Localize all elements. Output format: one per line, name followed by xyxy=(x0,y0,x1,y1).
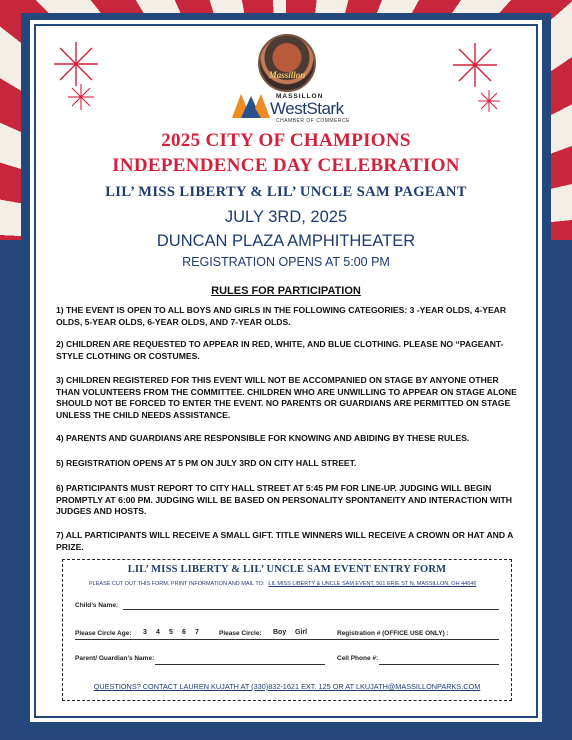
pageant-name: LIL’ MISS LIBERTY & LIL’ UNCLE SAM PAGEANT xyxy=(105,184,467,200)
child-name-field[interactable] xyxy=(123,609,499,610)
firework-icon xyxy=(476,88,502,114)
age-option[interactable]: 7 xyxy=(195,629,199,636)
title-line-1: 2025 CITY OF CHAMPIONS xyxy=(161,130,411,151)
event-date: JULY 3RD, 2025 xyxy=(224,208,348,226)
rule-item: 6) PARTICIPANTS MUST REPORT TO CITY HALL STREET AT 5:45 PM FOR LINE-UP. JUDGING WILL BEGIN PROMPTLY AT 6:00 PM. JUDGING WILL BE BASED ON PERSONALITY SPONTANEITY AND INTERACTION WITH JUDGES AND HOSTS. xyxy=(56,483,512,517)
sponsor-subtitle: CHAMBER OF COMMERCE xyxy=(276,118,350,124)
event-venue: DUNCAN PLAZA AMPHITHEATER xyxy=(156,232,416,250)
age-option[interactable]: 3 xyxy=(143,629,147,636)
contact-questions-link[interactable]: QUESTIONS? CONTACT LAUREN KUJATH AT (330)832-1621 EXT. 125 OR AT LKUJATH@MASSILLONPARKS.COM xyxy=(93,682,481,691)
registration-time: REGISTRATION OPENS AT 5:00 PM xyxy=(182,255,390,269)
flyer-content xyxy=(36,26,536,716)
firework-icon xyxy=(450,40,500,90)
entry-form xyxy=(62,559,512,701)
gender-option-girl[interactable]: Girl xyxy=(295,629,308,636)
rule-item: 7) ALL PARTICIPANTS WILL RECEIVE A SMALL GIFT. TITLE WINNERS WILL RECEIVE A CROWN OR HAT AND A PRIZE. xyxy=(56,530,514,552)
sponsor-name: WestStark xyxy=(270,99,344,118)
gender-label: Please Circle: xyxy=(219,630,262,637)
seal-text: Massillon xyxy=(268,70,306,80)
firework-icon xyxy=(66,82,96,112)
gender-option-boy[interactable]: Boy xyxy=(273,629,287,636)
weststark-logo xyxy=(220,88,360,128)
title-line-2: INDEPENDENCE DAY CELEBRATION xyxy=(112,155,460,176)
mail-address: LIL MISS LIBERTY & UNCLE SAM EVENT, 501 ERIE ST N, MASSILLON, OH 44646 xyxy=(268,581,477,587)
mail-instructions xyxy=(89,581,509,587)
sponsor-small-text: MASSILLON xyxy=(276,93,324,100)
child-name-label: Child’s Name: xyxy=(75,602,119,609)
cell-phone-label: Cell Phone #: xyxy=(337,655,379,662)
age-row-line xyxy=(75,639,499,640)
rules-heading: RULES FOR PARTICIPATION xyxy=(211,285,361,297)
age-option[interactable]: 5 xyxy=(169,629,173,636)
form-title: LIL’ MISS LIBERTY & LIL’ UNCLE SAM EVENT ENTRY FORM xyxy=(127,564,447,575)
rule-item: 5) REGISTRATION OPENS AT 5 PM ON JULY 3RD ON CITY HALL STREET. xyxy=(56,458,357,468)
city-seal-logo xyxy=(258,34,316,92)
age-option[interactable]: 4 xyxy=(156,629,160,636)
rule-item: 4) PARENTS AND GUARDIANS ARE RESPONSIBLE FOR KNOWING AND ABIDING BY THESE RULES. xyxy=(56,433,470,443)
guardian-name-label: Parent/ Guardian’s Name: xyxy=(75,655,155,662)
mail-instructions-text: PLEASE CUT OUT THIS FORM, PRINT INFORMATION AND MAIL TO: xyxy=(89,581,265,587)
registration-number-label: Registration # (OFFICE USE ONLY) : xyxy=(337,630,449,637)
rule-item: 2) CHILDREN ARE REQUESTED TO APPEAR IN RED, WHITE, AND BLUE CLOTHING. PLEASE NO “PAGEANT-STYLE CLOTHING OR COSTUMES. xyxy=(56,339,504,361)
rule-item: 3) CHILDREN REGISTERED FOR THIS EVENT WILL NOT BE ACCOMPANIED ON STAGE BY ANYONE OTHER THAN VOLUNTEERS FROM THE COMMITTEE. CHILDREN WHO ARE UNWILLING TO APPEAR ON STAGE ALONE SHOULD NOT BE FORCED TO ENTER THE EVENT. NO PARENTS OR GUARDIANS ARE PERMITTED ON STAGE UNLESS THE CHILD NEEDS ASSISTANCE. xyxy=(56,375,517,420)
guardian-name-field[interactable] xyxy=(155,664,325,665)
weststark-mark-icon xyxy=(232,92,270,118)
cell-phone-field[interactable] xyxy=(379,664,499,665)
age-option[interactable]: 6 xyxy=(182,629,186,636)
rule-item: 1) THE EVENT IS OPEN TO ALL BOYS AND GIRLS IN THE FOLLOWING CATEGORIES: 3 -YEAR OLDS, 4-YEAR OLDS, 5-YEAR OLDS, 6-YEAR OLDS, AND 7-YEAR OLDS. xyxy=(56,305,507,327)
age-label: Please Circle Age: xyxy=(75,630,132,637)
